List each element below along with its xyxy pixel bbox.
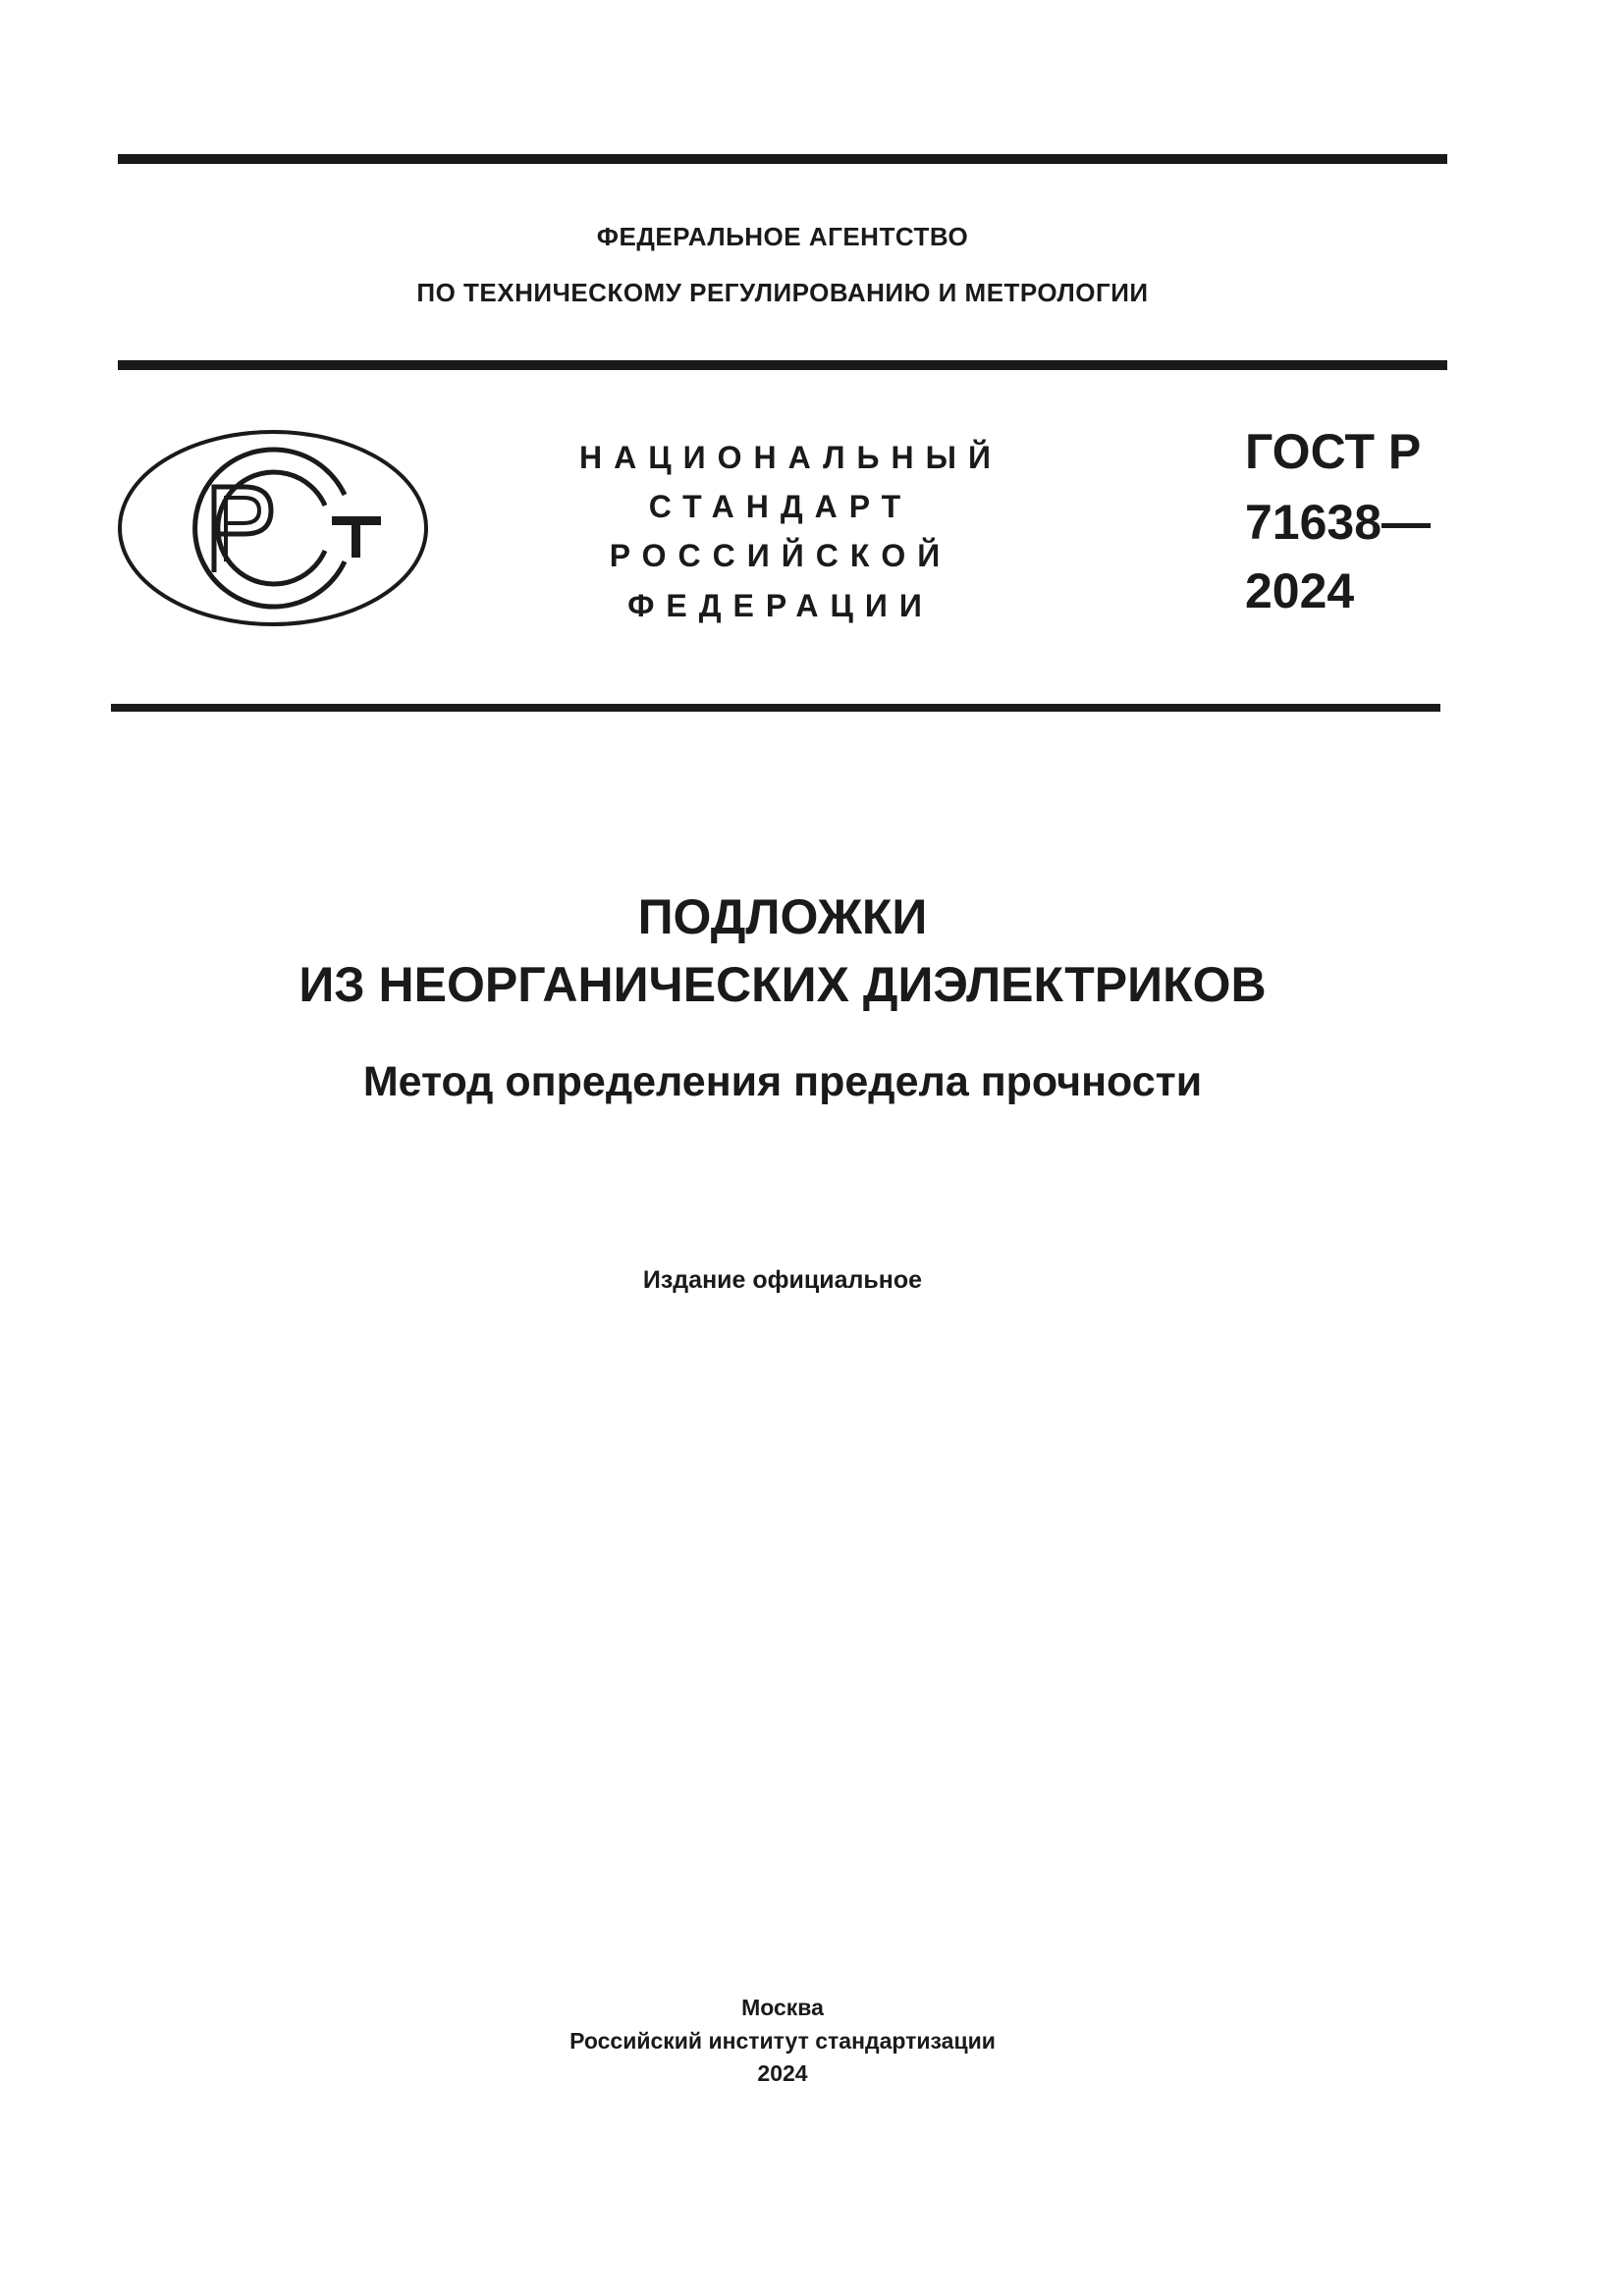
national-standard-line-4: ФЕДЕРАЦИИ [627, 588, 934, 623]
national-standard-line-3: РОССИЙСКОЙ [609, 538, 952, 573]
imprint-year: 2024 [757, 2060, 808, 2086]
imprint-publisher: Российский институт стандартизации [569, 2028, 996, 2054]
standard-designation-line-2: 71638— [1245, 495, 1432, 550]
national-standard-line-1: НАЦИОНАЛЬНЫЙ [579, 440, 1002, 475]
edition-note: Издание официальное [642, 1266, 923, 1294]
national-standard-line-2: СТАНДАРТ [648, 489, 913, 524]
bottom-rule [111, 704, 1440, 712]
agency-name-line-2: ПО ТЕХНИЧЕСКОМУ РЕГУЛИРОВАНИЮ И МЕТРОЛОГИИ [416, 278, 1149, 307]
middle-rule [118, 360, 1447, 370]
document-subtitle: Метод определения предела прочности [362, 1058, 1203, 1105]
document-title-line-2: ИЗ НЕОРГАНИЧЕСКИХ ДИЭЛЕКТРИКОВ [298, 957, 1267, 1012]
imprint-city: Москва [741, 1995, 824, 2020]
document-title-line-1: ПОДЛОЖКИ [637, 889, 928, 944]
rst-logo-icon [116, 428, 430, 628]
agency-name-line-1: ФЕДЕРАЛЬНОЕ АГЕНТСТВО [596, 222, 969, 251]
standard-designation-line-3: 2024 [1245, 563, 1355, 618]
standard-designation-line-1: ГОСТ Р [1245, 424, 1422, 479]
top-rule [118, 154, 1447, 164]
